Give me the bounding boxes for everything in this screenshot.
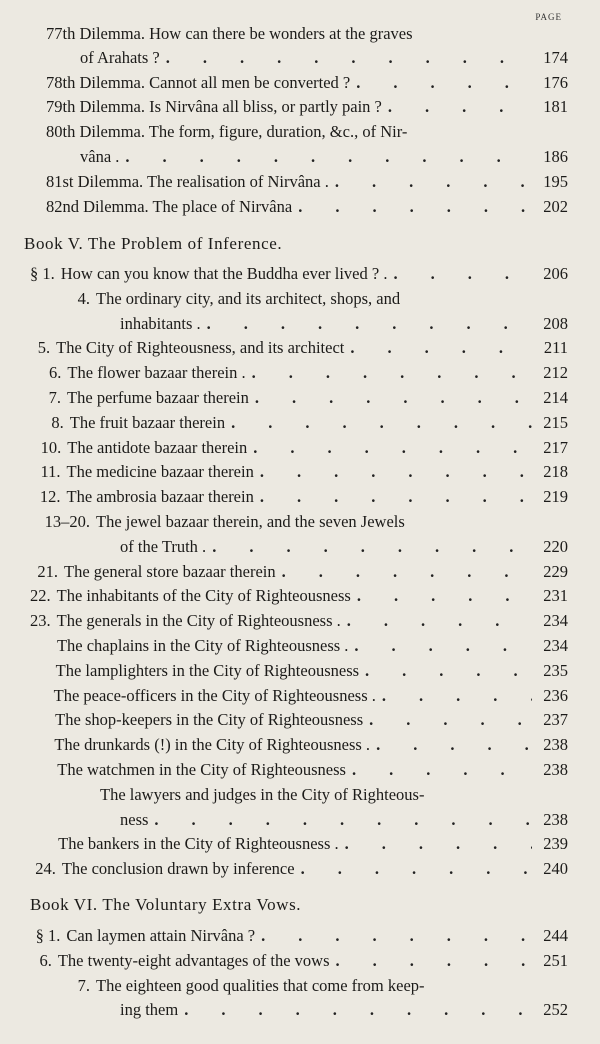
toc-entry (30, 485, 568, 509)
page-number: 240 (543, 859, 568, 879)
leader-dots (351, 584, 532, 608)
leader-dots (330, 949, 532, 973)
entry-title: How can you know that the Buddha ever lived ? . (60, 264, 388, 283)
page-number: 181 (543, 97, 568, 116)
page-number: 219 (543, 487, 568, 507)
page-number: 218 (543, 462, 568, 482)
page-number: 212 (543, 363, 568, 383)
entry-title: The antidote bazaar therein (67, 437, 248, 457)
leader-dots (148, 808, 532, 832)
entry-title-continued: ness (120, 809, 149, 829)
section-number: 4. (77, 288, 90, 308)
entry-title: The fruit bazaar therein (69, 412, 226, 432)
entry-title-continued: vâna . (80, 147, 120, 166)
page-number: 229 (543, 561, 568, 581)
page-number: 206 (543, 264, 568, 283)
entry-title: The ambrosia bazaar therein (66, 487, 254, 507)
toc-entry (30, 949, 568, 973)
toc-entry-continued (120, 808, 568, 832)
entry-title: The City of Righteousness, and its architect (56, 338, 345, 358)
section-number: 6. (39, 950, 52, 970)
leader-dots (254, 460, 532, 484)
leader-dots (249, 386, 532, 410)
section-number: 21. (37, 561, 58, 581)
section-number: 22. (30, 586, 51, 606)
leader-dots (359, 659, 532, 683)
toc-entry (30, 560, 568, 584)
toc-entry (30, 584, 568, 608)
toc-entry (24, 510, 568, 534)
page-number: 238 (543, 809, 568, 829)
entry-title: 82nd Dilemma. The place of Nirvâna (46, 197, 293, 216)
book-6-heading: Book VI. The Voluntary Extra Vows. (30, 895, 302, 914)
leader-dots (382, 95, 532, 119)
entry-title: 80th Dilemma. The form, figure, duration, &c., of Nir- (46, 122, 408, 141)
entry-title-continued: of the Truth . (120, 536, 207, 556)
page-number: 251 (543, 950, 568, 970)
toc-entry-continued (120, 312, 568, 336)
page-number: 186 (543, 147, 568, 166)
page-column-label: PAGE (535, 12, 562, 22)
toc-entry (30, 733, 568, 757)
page-number: 237 (543, 710, 568, 730)
toc-entry-dilemma-80 (46, 120, 522, 144)
leader-dots (246, 361, 532, 385)
leader-dots (363, 708, 532, 732)
entry-title: The medicine bazaar therein (66, 462, 254, 482)
toc-entry (30, 634, 568, 658)
section-number: 13–20. (44, 512, 90, 531)
toc-entry (30, 974, 568, 998)
entry-title: The inhabitants of the City of Righteousness (56, 586, 351, 606)
page-number: 244 (543, 926, 568, 945)
page-number: 231 (543, 586, 568, 606)
page-number: 234 (543, 636, 568, 655)
entry-title: The perfume bazaar therein (67, 388, 249, 407)
toc-entry-continued (120, 998, 568, 1022)
leader-dots (254, 485, 532, 509)
toc-entry (30, 708, 568, 732)
entry-title: The ordinary city, and its architect, shops, and (96, 288, 401, 308)
page-number: 236 (543, 685, 568, 705)
leader-dots (276, 560, 532, 584)
toc-entry (30, 287, 568, 311)
leader-dots (119, 145, 532, 169)
section-number: 11. (40, 462, 61, 482)
toc-entry (30, 924, 568, 948)
entry-title: The eighteen good qualities that come from keep- (96, 975, 425, 995)
page-number: 215 (543, 412, 568, 432)
page-number: 217 (543, 437, 568, 457)
page-number: 252 (543, 1000, 568, 1020)
section-number: 7. (48, 388, 62, 407)
entry-title: The lawyers and judges in the City of Righteous- (100, 784, 425, 804)
leader-dots (206, 535, 532, 559)
page-number: 202 (543, 197, 568, 216)
entry-title: The twenty-eight advantages of the vows (57, 950, 330, 970)
page-number: 214 (543, 388, 568, 407)
section-number: 6. (49, 363, 62, 383)
entry-title-continued: of Arahats ? (80, 48, 160, 67)
toc-entry (30, 659, 568, 683)
toc-entry-dilemma-81 (46, 170, 568, 194)
leader-dots (346, 758, 532, 782)
book-5-heading: Book V. The Problem of Inference. (24, 234, 283, 253)
leader-dots (247, 436, 532, 460)
leader-dots (341, 609, 532, 633)
section-number: 24. (35, 859, 56, 879)
page-number: 208 (543, 313, 568, 333)
entry-title: The bankers in the City of Righteousness . (58, 834, 339, 854)
entry-title: The lamplighters in the City of Righteousness (55, 660, 360, 680)
entry-title: 78th Dilemma. Cannot all men be converted ? (46, 73, 351, 92)
toc-entry-dilemma-82 (46, 195, 568, 219)
toc-entry-dilemma-80-cont (80, 145, 568, 169)
page-number: 234 (543, 611, 568, 631)
entry-title: The flower bazaar therein . (67, 363, 246, 383)
section-number: 5. (37, 338, 51, 358)
toc-entry (30, 411, 568, 435)
toc-entry (30, 262, 568, 286)
leader-dots (387, 262, 532, 286)
entry-title: The drunkards (!) in the City of Righteousness . (54, 735, 371, 755)
toc-entry (30, 684, 568, 708)
toc-entry-dilemma-77 (46, 22, 522, 46)
entry-title: 81st Dilemma. The realisation of Nirvâna . (46, 172, 329, 191)
entry-title: The chaplains in the City of Righteousness . (56, 636, 349, 655)
section-number: 10. (40, 437, 62, 457)
entry-title: Can laymen attain Nirvâna ? (66, 926, 256, 945)
entry-title: The jewel bazaar therein, and the seven Jewels (96, 512, 405, 531)
toc-entry (30, 857, 568, 881)
entry-title-continued: ing them (120, 1000, 179, 1020)
toc-entry (30, 436, 568, 460)
entry-title: 79th Dilemma. Is Nirvâna all bliss, or partly pain ? (46, 97, 382, 116)
leader-dots (160, 46, 532, 70)
leader-dots (370, 733, 532, 757)
leader-dots (348, 634, 532, 658)
toc-entry (30, 609, 568, 633)
entry-title: The generals in the City of Righteousness . (56, 611, 341, 631)
toc-entry (30, 386, 568, 410)
toc-entry-dilemma-79 (46, 95, 568, 119)
page-number: 238 (543, 760, 568, 779)
page-number: 211 (543, 338, 568, 358)
leader-dots (329, 170, 532, 194)
leader-dots (201, 312, 532, 336)
leader-dots (344, 336, 532, 360)
leader-dots (376, 684, 532, 708)
section-number: 12. (39, 487, 61, 507)
page-number: 239 (543, 834, 568, 854)
toc-entry (30, 758, 568, 782)
leader-dots (292, 195, 532, 219)
toc-entry (30, 361, 568, 385)
page-number: 195 (543, 172, 568, 191)
leader-dots (339, 832, 532, 856)
leader-dots (225, 411, 532, 435)
section-number: 8. (51, 412, 64, 432)
page-number: 176 (543, 73, 568, 92)
leader-dots (295, 857, 532, 881)
page-number: 174 (543, 48, 568, 67)
toc-entry-dilemma-78 (46, 71, 568, 95)
page-number: 238 (543, 735, 568, 755)
entry-title: The shop-keepers in the City of Righteousness (55, 710, 364, 730)
leader-dots (178, 998, 532, 1022)
toc-entry (30, 460, 568, 484)
section-number: 23. (30, 611, 51, 631)
entry-title-continued: inhabitants . (120, 313, 201, 333)
entry-title: The general store bazaar therein (63, 561, 276, 581)
page-number: 220 (543, 536, 568, 556)
toc-entry-dilemma-77-cont (80, 46, 568, 70)
toc-entry-continued (120, 535, 568, 559)
entry-title: The conclusion drawn by inference (61, 859, 295, 879)
leader-dots (255, 924, 532, 948)
entry-title: The peace-officers in the City of Righteousness . (53, 685, 376, 705)
toc-entry (30, 783, 568, 807)
page-number: 235 (543, 660, 568, 680)
section-number: 7. (77, 975, 90, 995)
toc-entry (30, 336, 568, 360)
leader-dots (350, 71, 532, 95)
section-number: § 1. (30, 264, 55, 283)
section-number: § 1. (35, 926, 61, 945)
toc-entry (30, 832, 568, 856)
entry-title: The watchmen in the City of Righteousness (57, 760, 346, 779)
entry-title: 77th Dilemma. How can there be wonders at the graves (46, 24, 413, 43)
